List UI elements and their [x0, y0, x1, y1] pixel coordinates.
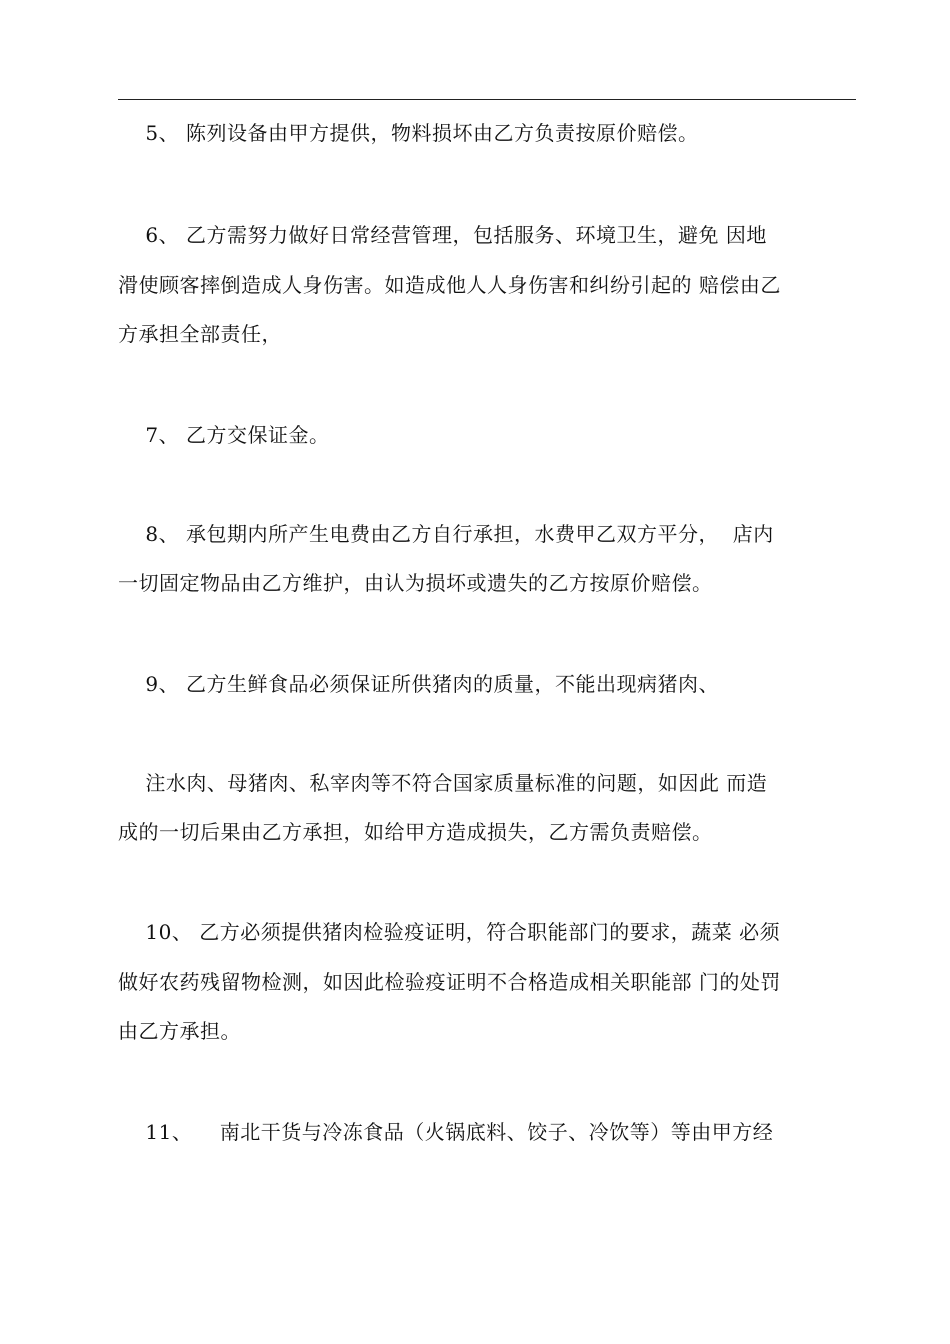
clause-9-line-2: 注水肉、母猪肉、私宰肉等不符合国家质量标准的问题，如因此 而造: [118, 771, 768, 795]
clause-10-line-3: 由乙方承担。: [118, 1019, 241, 1043]
clause-5-line-1: 5、 陈列设备由甲方提供，物料损坏由乙方负责按原价赔偿。: [118, 121, 699, 145]
clause-8-line-1: 8、 承包期内所产生电费由乙方自行承担，水费甲乙双方平分， 店内: [118, 522, 774, 546]
clause-8-line-2: 一切固定物品由乙方维护，由认为损坏或遗失的乙方按原价赔偿。: [118, 571, 713, 595]
clause-7-line-1: 7、 乙方交保证金。: [118, 423, 330, 447]
clause-10-line-1: 10、 乙方必须提供猪肉检验疫证明，符合职能部门的要求，蔬菜 必须: [118, 920, 781, 944]
clause-6-line-3: 方承担全部责任，: [118, 322, 282, 346]
clause-9-line-1: 9、 乙方生鲜食品必须保证所供猪肉的质量，不能出现病猪肉、: [118, 672, 720, 696]
clause-6-line-2: 滑使顾客摔倒造成人身伤害。如造成他人人身伤害和纠纷引起的 赔偿由乙: [118, 273, 781, 297]
header-rule: [118, 99, 856, 100]
clause-11-line-1: 11、 南北干货与冷冻食品（火锅底料、饺子、冷饮等）等由甲方经: [118, 1120, 774, 1144]
clause-6-line-1: 6、 乙方需努力做好日常经营管理，包括服务、环境卫生，避免 因地: [118, 223, 767, 247]
clause-10-line-2: 做好农药残留物检测，如因此检验疫证明不合格造成相关职能部 门的处罚: [118, 970, 781, 994]
clause-9-line-3: 成的一切后果由乙方承担，如给甲方造成损失，乙方需负责赔偿。: [118, 820, 713, 844]
